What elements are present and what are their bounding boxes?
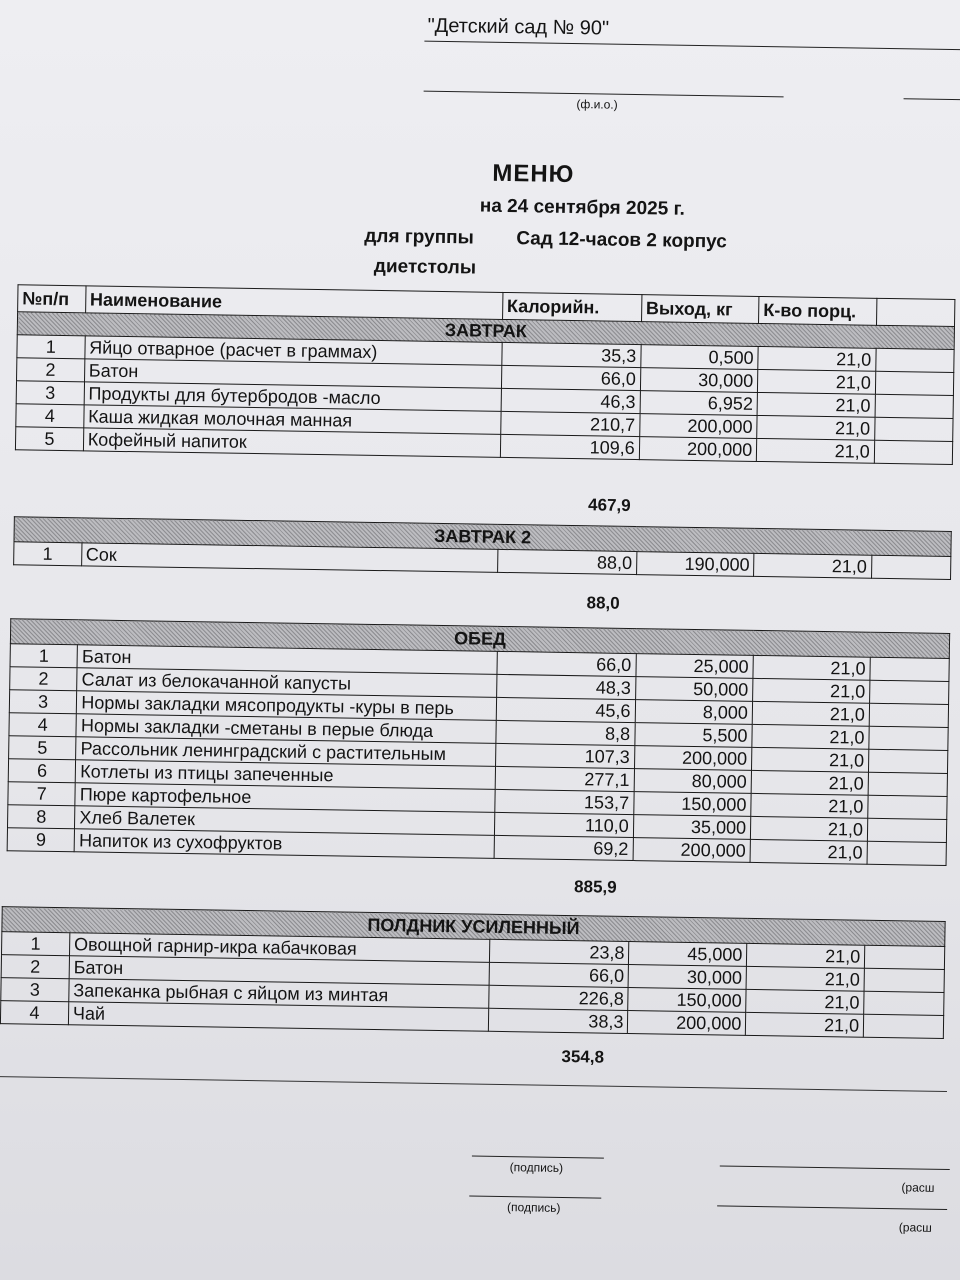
calories: 46,3	[501, 388, 640, 413]
fio-caption: (ф.и.о.)	[576, 97, 618, 112]
page-title: МЕНЮ	[492, 159, 575, 189]
output: 30,000	[640, 368, 758, 393]
empty-cell	[874, 440, 953, 464]
portions: 21,0	[757, 415, 875, 440]
empty-cell	[869, 726, 948, 750]
output: 200,000	[628, 1010, 746, 1035]
portions: 21,0	[746, 1012, 864, 1037]
calories: 45,6	[496, 697, 635, 722]
dish-name: Батон	[77, 645, 497, 675]
signature-caption: (подпись)	[506, 1200, 561, 1215]
output: 45,000	[629, 941, 747, 966]
portions: 21,0	[751, 770, 868, 795]
col-output: Выход, кг	[641, 295, 759, 324]
output: 150,000	[628, 987, 746, 1012]
fio-line	[424, 91, 784, 98]
portions: 21,0	[751, 747, 868, 772]
col-empty	[876, 298, 955, 326]
menu-table-breakfast	[15, 284, 955, 465]
org-underline	[424, 41, 960, 50]
empty-cell	[875, 371, 954, 395]
row-number: 1	[10, 644, 78, 668]
output: 5,500	[634, 723, 752, 748]
portions: 21,0	[754, 553, 872, 578]
calories: 88,0	[497, 549, 636, 574]
group-name: Сад 12-часов 2 корпус	[516, 228, 727, 253]
output: 6,952	[640, 391, 758, 416]
portions: 21,0	[758, 369, 876, 394]
dish-name: Рассольник ленинградский с растительным	[76, 737, 496, 767]
dish-name: Сок	[81, 543, 498, 573]
dish-name: Кофейный напиток	[83, 428, 500, 458]
calories: 66,0	[501, 365, 640, 390]
portions: 21,0	[752, 701, 869, 726]
portions: 21,0	[746, 989, 864, 1014]
dish-name: Салат из белокачанной капусты	[77, 668, 497, 698]
output: 200,000	[639, 414, 757, 439]
row-number: 1	[14, 542, 82, 566]
calories: 226,8	[488, 985, 628, 1010]
output: 190,000	[636, 552, 754, 577]
date-line: на 24 сентября 2025 г.	[479, 195, 685, 220]
row-number: 8	[7, 805, 75, 829]
section-name: ЗАВТРАК 2	[14, 517, 951, 557]
col-calories: Калорийн.	[502, 292, 641, 321]
calories: 66,0	[489, 962, 629, 987]
calories: 210,7	[500, 411, 639, 436]
portions: 21,0	[750, 839, 867, 864]
empty-cell	[864, 968, 944, 992]
output: 8,000	[635, 700, 753, 725]
portions: 21,0	[753, 655, 870, 680]
calories: 153,7	[495, 789, 634, 814]
section-name: ПОЛДНИК УСИЛЕННЫЙ	[2, 907, 945, 947]
footer-divider	[0, 1076, 947, 1092]
empty-cell	[874, 417, 953, 441]
dish-name: Овощной гарнир-икра кабачковая	[69, 933, 489, 963]
dish-name: Продукты для бутербродов -масло	[84, 382, 501, 412]
output: 0,500	[641, 345, 759, 370]
output: 50,000	[635, 677, 753, 702]
empty-cell	[876, 348, 955, 372]
calories: 110,0	[494, 812, 633, 837]
row-number: 2	[1, 955, 69, 979]
dish-name: Запеканка рыбная с яйцом из минтая	[69, 979, 489, 1009]
portions: 21,0	[751, 793, 868, 818]
portions: 21,0	[757, 392, 875, 417]
section-name: ОБЕД	[10, 619, 949, 659]
calories: 35,3	[502, 342, 641, 367]
row-number: 4	[9, 713, 77, 737]
col-portions: К-во порц.	[759, 296, 877, 325]
row-number: 3	[9, 690, 77, 714]
signature-caption: (подпись)	[509, 1160, 564, 1175]
row-number: 6	[8, 759, 76, 783]
diet-label: диетстолы	[373, 255, 477, 279]
decode-line	[720, 1165, 950, 1170]
dish-name: Чай	[68, 1002, 488, 1032]
calories: 277,1	[495, 766, 634, 791]
col-name: Наименование	[85, 286, 502, 320]
row-number: 5	[9, 736, 77, 760]
row-number: 2	[10, 667, 78, 691]
dish-name: Батон	[84, 359, 501, 389]
row-number: 4	[16, 404, 84, 428]
decode-caption: (расш	[898, 1220, 932, 1235]
signature-line	[472, 1156, 604, 1159]
calories: 48,3	[496, 674, 635, 699]
row-number: 2	[17, 358, 85, 382]
menu-table-snack	[0, 906, 946, 1039]
output: 150,000	[633, 792, 751, 817]
empty-cell	[871, 555, 951, 579]
menu-table-lunch	[7, 618, 951, 866]
empty-cell	[864, 991, 944, 1015]
dish-name: Нормы закладки мясопродукты -куры в перь	[77, 691, 497, 721]
row-number: 1	[17, 335, 85, 359]
row-number: 7	[8, 782, 76, 806]
organization-name: "Детский сад № 90"	[427, 14, 610, 40]
signature-line	[469, 1196, 601, 1199]
calories: 66,0	[497, 651, 636, 676]
empty-cell	[868, 749, 947, 773]
dish-name: Каша жидкая молочная манная	[83, 405, 500, 435]
row-number: 5	[15, 427, 83, 451]
empty-cell	[867, 841, 946, 865]
portions: 21,0	[752, 724, 869, 749]
dish-name: Батон	[69, 956, 489, 986]
empty-cell	[863, 1014, 943, 1038]
dish-name: Хлеб Валетек	[75, 806, 495, 836]
section-total: 885,9	[573, 877, 617, 897]
dish-name: Пюре картофельное	[75, 783, 495, 813]
output: 35,000	[633, 815, 751, 840]
dish-name: Нормы закладки -сметаны в перые блюда	[76, 714, 496, 744]
empty-cell	[868, 795, 947, 819]
output: 200,000	[633, 838, 751, 863]
portions: 21,0	[747, 943, 865, 968]
col-number: №п/п	[18, 285, 86, 313]
decode-line	[717, 1205, 947, 1210]
row-number: 1	[2, 932, 70, 956]
dish-name: Котлеты из птицы запеченные	[76, 760, 496, 790]
portions: 21,0	[758, 346, 876, 371]
calories: 109,6	[500, 434, 639, 459]
section-name: ЗАВТРАК	[17, 312, 954, 350]
empty-cell	[870, 657, 949, 681]
section-total: 88,0	[586, 593, 620, 613]
section-total: 354,8	[561, 1046, 605, 1067]
calories: 38,3	[488, 1008, 628, 1033]
group-prefix: для группы	[364, 225, 475, 249]
empty-cell	[865, 945, 945, 969]
output: 25,000	[636, 654, 754, 679]
row-number: 4	[0, 1001, 68, 1025]
portions: 21,0	[746, 966, 864, 991]
output: 30,000	[628, 964, 746, 989]
row-number: 9	[7, 828, 75, 852]
calories: 23,8	[489, 939, 629, 964]
menu-table-breakfast2	[13, 516, 952, 580]
row-number: 3	[16, 381, 84, 405]
output: 200,000	[639, 437, 757, 462]
row-number: 3	[1, 978, 69, 1002]
dish-name: Яйцо отварное (расчет в граммах)	[85, 336, 502, 366]
calories: 107,3	[495, 743, 634, 768]
portions: 21,0	[757, 438, 875, 463]
empty-cell	[868, 772, 947, 796]
dish-name: Напиток из сухофруктов	[74, 829, 494, 859]
empty-cell	[867, 818, 946, 842]
empty-cell	[870, 680, 949, 704]
section-total: 467,9	[587, 495, 631, 515]
portions: 21,0	[753, 678, 870, 703]
empty-cell	[869, 703, 948, 727]
decode-caption: (расш	[901, 1180, 935, 1195]
empty-cell	[875, 394, 954, 418]
fio-line-right	[904, 98, 960, 100]
output: 200,000	[634, 746, 752, 771]
output: 80,000	[634, 769, 752, 794]
calories: 8,8	[496, 720, 635, 745]
portions: 21,0	[750, 816, 867, 841]
calories: 69,2	[494, 835, 633, 860]
